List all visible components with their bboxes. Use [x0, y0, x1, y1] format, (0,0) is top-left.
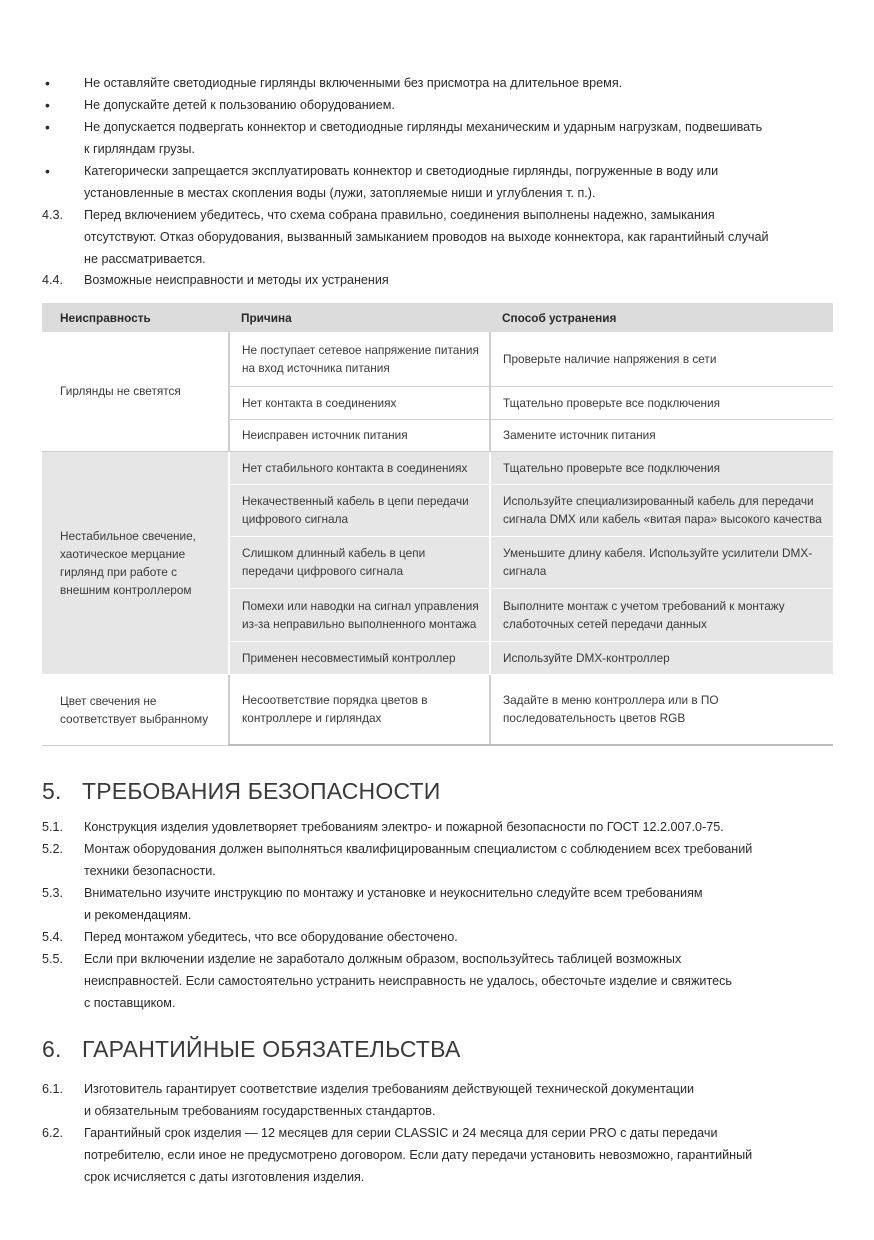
- bullet-text: Не допускайте детей к пользованию оборудованием.: [84, 98, 395, 112]
- column-header-fix: Способ устранения: [490, 303, 833, 332]
- clause-number: 5.2.: [42, 842, 64, 856]
- clause-number: 4.3.: [42, 208, 64, 222]
- section-heading: [42, 778, 440, 805]
- cause-cell: Нет стабильного контакта в соединениях: [229, 451, 490, 484]
- section-title: ГАРАНТИЙНЫЕ ОБЯЗАТЕЛЬСТВА: [82, 1036, 461, 1062]
- clause-number: 5.4.: [42, 930, 64, 944]
- section-title: ТРЕБОВАНИЯ БЕЗОПАСНОСТИ: [82, 778, 441, 804]
- troubleshooting-table: [42, 303, 833, 746]
- table-row: [42, 332, 833, 386]
- clause-text: срок исчисляется с даты изготовления изделия.: [84, 1170, 365, 1184]
- clause-number: 5.1.: [42, 820, 64, 834]
- section-heading: [42, 1036, 460, 1063]
- bullet-text: Не оставляйте светодиодные гирлянды включенными без присмотра на длительное время.: [84, 76, 623, 90]
- bullet-text: Категорически запрещается эксплуатировать коннектор и светодиодные гирлянды, погруженные в воду или: [84, 164, 719, 178]
- clause-number: 5.3.: [42, 886, 64, 900]
- clause-number: 4.4.: [42, 273, 64, 287]
- bullet-text: установленные в местах скопления воды (лужи, затопляемые ниши и углубления т. п.).: [84, 186, 596, 200]
- clause-text: неисправностей. Если самостоятельно устранить неисправность не удалось, обесточьте изделие и свяжитесь: [84, 974, 732, 988]
- clause-text: Монтаж оборудования должен выполняться квалифицированным специалистом с соблюдением всех требований: [84, 842, 753, 856]
- column-header-fault: Неисправность: [42, 303, 229, 332]
- clause-text: и обязательным требованиям государственных стандартов.: [84, 1104, 436, 1118]
- cause-cell: Помехи или наводки на сигнал управления из-за неправильно выполненного монтажа: [229, 588, 490, 641]
- clause-text: и рекомендациям.: [84, 908, 192, 922]
- column-header-cause: Причина: [229, 303, 490, 332]
- fix-cell: Используйте специализированный кабель для передачи сигнала DMX или кабель «витая пара» высокого качества: [490, 484, 833, 536]
- clause-text: не рассматривается.: [84, 252, 206, 266]
- clause-text: отсутствуют. Отказ оборудования, вызванный замыканием проводов на выходе коннектора, как гарантийный случай: [84, 230, 769, 244]
- cause-cell: Нет контакта в соединениях: [229, 386, 490, 419]
- bullet-text: Не допускается подвергать коннектор и светодиодные гирлянды механическим и ударным нагрузкам, подвешивать: [84, 120, 763, 134]
- fault-cell: Нестабильное свечение, хаотическое мерцание гирлянд при работе с внешним контроллером: [42, 451, 229, 674]
- fix-cell: Тщательно проверьте все подключения: [490, 451, 833, 484]
- bullet-text: к гирляндам грузы.: [84, 142, 195, 156]
- clause-text: Гарантийный срок изделия — 12 месяцев для серии CLASSIC и 24 месяца для серии PRO с даты передачи: [84, 1126, 718, 1140]
- clause-text: Перед монтажом убедитесь, что все оборудование обесточено.: [84, 930, 458, 944]
- clause-number: 6.1.: [42, 1082, 64, 1096]
- section-number: 6.: [42, 1036, 62, 1062]
- clause-text: с поставщиком.: [84, 996, 176, 1010]
- cause-cell: Неисправен источник питания: [229, 419, 490, 451]
- clause-text: Перед включением убедитесь, что схема собрана правильно, соединения выполнены надежно, замыкания: [84, 208, 715, 222]
- fix-cell: Проверьте наличие напряжения в сети: [490, 332, 833, 386]
- clause-text: Внимательно изучите инструкцию по монтажу и установке и неукоснительно следуйте всем требованиям: [84, 886, 703, 900]
- clause-text: Если при включении изделие не заработало должным образом, воспользуйтесь таблицей возможных: [84, 952, 682, 966]
- clause-text: техники безопасности.: [84, 864, 216, 878]
- clause-text: потребителю, если иное не предусмотрено договором. Если дату передачи установить невозможно, гарантийный: [84, 1148, 753, 1162]
- fix-cell: Замените источник питания: [490, 419, 833, 451]
- clause-number: 5.5.: [42, 952, 64, 966]
- table-row: [42, 674, 833, 745]
- fix-cell: Тщательно проверьте все подключения: [490, 386, 833, 419]
- cause-cell: Несоответствие порядка цветов в контроллере и гирляндах: [229, 674, 490, 745]
- section-number: 5.: [42, 778, 62, 804]
- table-header-row: [42, 303, 833, 332]
- cause-cell: Применен несовместимый контроллер: [229, 641, 490, 674]
- clause-text: Конструкция изделия удовлетворяет требованиям электро- и пожарной безопасности по ГОСТ 12.2.007.0-75.: [84, 820, 724, 834]
- clause-text: Изготовитель гарантирует соответствие изделия требованиям действующей технической документации: [84, 1082, 695, 1096]
- fault-cell: Цвет свечения не соответствует выбранному: [42, 674, 229, 745]
- fix-cell: Задайте в меню контроллера или в ПО последовательность цветов RGB: [490, 674, 833, 745]
- fix-cell: Уменьшите длину кабеля. Используйте усилители DMX-сигнала: [490, 536, 833, 588]
- fix-cell: Выполните монтаж с учетом требований к монтажу слаботочных сетей передачи данных: [490, 588, 833, 641]
- clause-number: 6.2.: [42, 1126, 64, 1140]
- clause-text: Возможные неисправности и методы их устранения: [84, 273, 389, 287]
- cause-cell: Не поступает сетевое напряжение питания на вход источника питания: [229, 332, 490, 386]
- table-row: [42, 451, 833, 484]
- cause-cell: Некачественный кабель в цепи передачи цифрового сигнала: [229, 484, 490, 536]
- document-page: • Не оставляйте светодиодные гирлянды включенными без присмотра на длительное время. • Не допускайте детей к пользованию оборудованием. • Не допускается подвергать коннектор и светодиодные гирлянды механическим и ударным нагрузкам, подвешивать к гирляндам грузы. • Категорически запрещается эксплуатировать коннектор и светодиодные гирлянды, погруженные в воду или установленные в местах скопления воды (лужи, затопляемые ниши и углубления т. п.). 4.3. Перед включением убедитесь, что схема собрана правильно, соединения выполнены надежно, замыкания отсутствуют. Отказ оборудования, вызванный замыканием проводов на выходе коннектора, как гарантийный случай не рассматривается. 4.4. Возможные неисправности и методы их устранения Неисправность Причина Способ устранения Гирлянды не светятся Не поступает сетевое напряжение питания на вход источника питания Проверьте наличие напряжения в сети Нет контакта в соединениях Тщательно проверьте все подключения Неисправен источник питания Замените источник питания Нестабильное свечение, хаотическое мерцание гирлянд при работе с внешним контроллером Нет стабильного контакта в соединениях Тщательно проверьте все подключения Некачественный кабель в цепи передачи цифрового сигнала Используйте специализированный кабель для передачи сигнала DMX или кабель «витая пара» высокого качества Слишком длинный кабель в цепи передачи цифрового сигнала Уменьшите длину кабеля. Используйте усилители DMX-сигнала Помехи или наводки на сигнал управления из-за неправильно выполненного монтажа Выполните монтаж с учетом требований к монтажу слаботочных сетей передачи данных Применен несовместимый контроллер Используйте DMX-контроллер Цвет свечения не соответствует выбранному Несоответствие порядка цветов в контроллере и гирляндах Задайте в меню контроллера или в ПО последовательность цветов RGB 5. ТРЕБОВАНИЯ БЕЗОПАСНОСТИ 5.1. Конструкция изделия удовлетворяет требованиям электро- и пожарной безопасности по ГОСТ 12.2.007.0-75. 5.2. Монтаж оборудования должен выполняться квалифицированным специалистом с соблюдением всех требований техники безопасности. 5.3. Внимательно изучите инструкцию по монтажу и установке и неукоснительно следуйте всем требованиям и рекомендациям. 5.4. Перед монтажом убедитесь, что все оборудование обесточено. 5.5. Если при включении изделие не заработало должным образом, воспользуйтесь таблицей возможных неисправностей. Если самостоятельно устранить неисправность не удалось, обесточьте изделие и свяжитесь с поставщиком. 6. ГАРАНТИЙНЫЕ ОБЯЗАТЕЛЬСТВА 6.1. Изготовитель гарантирует соответствие изделия требованиям действующей технической документации и обязательным требованиям государственных стандартов. 6.2. Гарантийный срок изделия — 12 месяцев для серии CLASSIC и 24 месяца для серии PRO с даты передачи потребителю, если иное не предусмотрено договором. Если дату передачи установить невозможно, гарантийный срок исчисляется с даты изготовления изделия.: [0, 0, 874, 1240]
- fault-cell: Гирлянды не светятся: [42, 332, 229, 451]
- cause-cell: Слишком длинный кабель в цепи передачи цифрового сигнала: [229, 536, 490, 588]
- fix-cell: Используйте DMX-контроллер: [490, 641, 833, 674]
